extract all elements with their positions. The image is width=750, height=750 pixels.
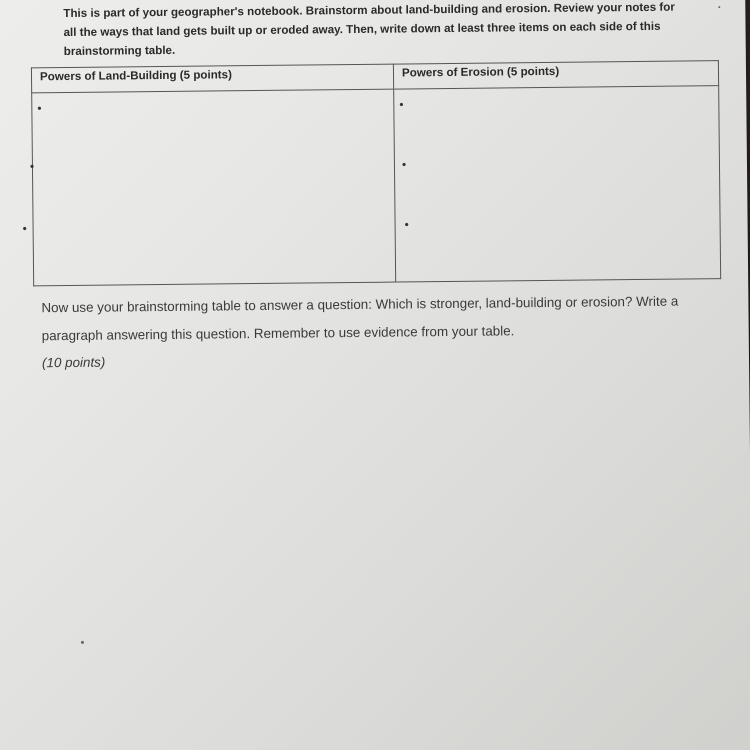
bullet-point: • (399, 97, 404, 112)
bullet-point: • (404, 217, 409, 232)
bullet-point: • (29, 159, 35, 174)
bullet-point: • (22, 221, 27, 236)
paper-speck (81, 641, 84, 644)
question-prompt (41, 287, 732, 377)
bullet-point: • (37, 101, 42, 116)
points-label: (10 points) (41, 354, 106, 371)
header-land-building: Powers of Land-Building (5 points) (31, 64, 393, 93)
erosion-cell[interactable] (394, 86, 721, 282)
instructions-text: This is part of your geographer's notebook. Brainstorm about land-building and erosion. Review your notes for all the ways that land gets built up or eroded away. Then, write down at least three items on each side of this brainstorming table. (63, 0, 675, 59)
bullet-point: • (401, 157, 407, 172)
question-text: Now use your brainstorming table to answer a question: Which is stronger, land-building or erosion? Write a paragraph answering this question. Remember to use evidence from your table. (41, 293, 679, 343)
paper-speck (718, 6, 720, 8)
land-building-cell[interactable] (22, 89, 396, 286)
header-erosion: Powers of Erosion (5 points) (393, 61, 718, 89)
brainstorm-table (22, 60, 721, 286)
table-body-row (32, 86, 721, 286)
